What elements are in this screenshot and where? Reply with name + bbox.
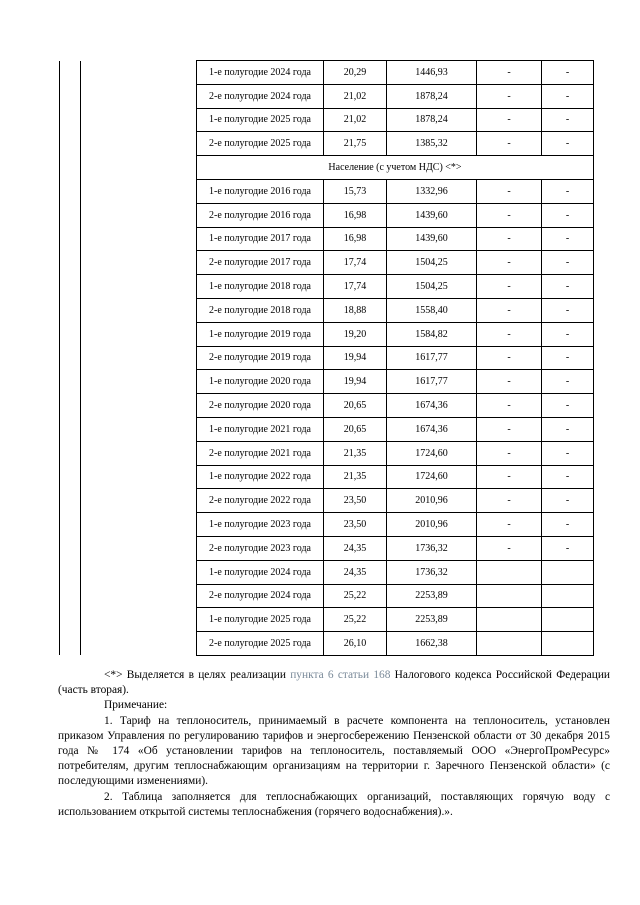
side-cell xyxy=(81,179,197,203)
extra-cell: - xyxy=(477,298,542,322)
rate-cell: 25,22 xyxy=(324,608,387,632)
rate-cell: 15,73 xyxy=(324,179,387,203)
table-row xyxy=(60,322,594,346)
value-cell: 2010,96 xyxy=(387,489,477,513)
rate-cell: 17,74 xyxy=(324,251,387,275)
extra-cell xyxy=(477,560,542,584)
extra-cell: - xyxy=(477,84,542,108)
period-cell: 1-е полугодие 2018 года xyxy=(197,275,324,299)
rate-cell: 18,88 xyxy=(324,298,387,322)
period-cell: 1-е полугодие 2025 года xyxy=(197,108,324,132)
extra-cell: - xyxy=(542,441,594,465)
side-cell xyxy=(81,251,197,275)
table-row xyxy=(60,132,594,156)
value-cell: 1674,36 xyxy=(387,417,477,441)
side-cell xyxy=(60,417,81,441)
side-cell xyxy=(60,394,81,418)
extra-cell: - xyxy=(542,179,594,203)
side-cell xyxy=(60,84,81,108)
table-row xyxy=(60,61,594,85)
extra-cell: - xyxy=(477,275,542,299)
value-cell: 1439,60 xyxy=(387,203,477,227)
table-row xyxy=(60,251,594,275)
side-cell xyxy=(60,370,81,394)
table-row xyxy=(60,441,594,465)
extra-cell: - xyxy=(542,370,594,394)
value-cell: 1504,25 xyxy=(387,275,477,299)
period-cell: 1-е полугодие 2025 года xyxy=(197,608,324,632)
table-row xyxy=(60,536,594,560)
rate-cell: 25,22 xyxy=(324,584,387,608)
rate-cell: 21,35 xyxy=(324,465,387,489)
extra-cell: - xyxy=(542,322,594,346)
rate-cell: 23,50 xyxy=(324,513,387,537)
period-cell: 2-е полугодие 2019 года xyxy=(197,346,324,370)
extra-cell: - xyxy=(542,489,594,513)
period-cell: 2-е полугодие 2023 года xyxy=(197,536,324,560)
side-cell xyxy=(60,465,81,489)
side-cell xyxy=(81,322,197,346)
extra-cell: - xyxy=(477,346,542,370)
value-cell: 1736,32 xyxy=(387,560,477,584)
side-cell xyxy=(81,132,197,156)
side-cell xyxy=(60,346,81,370)
period-cell: 1-е полугодие 2020 года xyxy=(197,370,324,394)
footnote-text-start: <*> Выделяется в целях реализации xyxy=(104,669,291,681)
extra-cell xyxy=(477,584,542,608)
value-cell: 1558,40 xyxy=(387,298,477,322)
table-row xyxy=(60,465,594,489)
table-row xyxy=(60,203,594,227)
table-row xyxy=(60,370,594,394)
tariff-table-body xyxy=(60,61,594,656)
extra-cell: - xyxy=(477,322,542,346)
note-item-2: 2. Таблица заполняется для теплоснабжающих организаций, поставляющих горячую воду с использованием открытой системы теплоснабжения (горячего водоснабжения).». xyxy=(58,790,610,818)
tariff-table xyxy=(59,60,594,656)
value-cell: 1332,96 xyxy=(387,179,477,203)
rate-cell: 20,65 xyxy=(324,417,387,441)
extra-cell: - xyxy=(542,513,594,537)
extra-cell: - xyxy=(542,84,594,108)
period-cell: 2-е полугодие 2018 года xyxy=(197,298,324,322)
period-cell: 2-е полугодие 2025 года xyxy=(197,632,324,656)
side-cell xyxy=(60,251,81,275)
extra-cell: - xyxy=(477,394,542,418)
tax-code-link[interactable]: пункта 6 статьи 168 xyxy=(290,669,391,681)
rate-cell: 19,20 xyxy=(324,322,387,346)
table-row xyxy=(60,608,594,632)
side-cell xyxy=(60,275,81,299)
side-cell xyxy=(81,108,197,132)
value-cell: 1385,32 xyxy=(387,132,477,156)
extra-cell: - xyxy=(477,132,542,156)
extra-cell: - xyxy=(542,346,594,370)
side-cell xyxy=(60,203,81,227)
rate-cell: 19,94 xyxy=(324,346,387,370)
table-row xyxy=(60,584,594,608)
period-cell: 2-е полугодие 2017 года xyxy=(197,251,324,275)
period-cell: 2-е полугодие 2025 года xyxy=(197,132,324,156)
extra-cell: - xyxy=(477,227,542,251)
extra-cell xyxy=(542,632,594,656)
extra-cell: - xyxy=(542,536,594,560)
side-cell xyxy=(60,156,81,180)
side-cell xyxy=(60,560,81,584)
table-row xyxy=(60,513,594,537)
side-cell xyxy=(81,632,197,656)
side-cell xyxy=(60,632,81,656)
extra-cell: - xyxy=(542,227,594,251)
side-cell xyxy=(60,441,81,465)
side-cell xyxy=(81,417,197,441)
period-cell: 1-е полугодие 2022 года xyxy=(197,465,324,489)
side-cell xyxy=(81,489,197,513)
side-cell xyxy=(60,298,81,322)
extra-cell: - xyxy=(477,536,542,560)
side-cell xyxy=(81,441,197,465)
period-cell: 1-е полугодие 2024 года xyxy=(197,560,324,584)
side-cell xyxy=(81,536,197,560)
side-cell xyxy=(81,465,197,489)
side-cell xyxy=(60,608,81,632)
extra-cell xyxy=(477,632,542,656)
rate-cell: 19,94 xyxy=(324,370,387,394)
extra-cell: - xyxy=(542,251,594,275)
extra-cell xyxy=(542,560,594,584)
table-row xyxy=(60,84,594,108)
extra-cell: - xyxy=(542,108,594,132)
table-row xyxy=(60,108,594,132)
extra-cell: - xyxy=(477,203,542,227)
period-cell: 2-е полугодие 2016 года xyxy=(197,203,324,227)
value-cell: 1878,24 xyxy=(387,84,477,108)
extra-cell xyxy=(542,584,594,608)
side-cell xyxy=(81,61,197,85)
table-row xyxy=(60,346,594,370)
table-row xyxy=(60,489,594,513)
table-row xyxy=(60,179,594,203)
period-cell: 2-е полугодие 2024 года xyxy=(197,84,324,108)
rate-cell: 24,35 xyxy=(324,536,387,560)
extra-cell: - xyxy=(542,298,594,322)
rate-cell: 20,65 xyxy=(324,394,387,418)
table-row xyxy=(60,298,594,322)
value-cell: 1662,38 xyxy=(387,632,477,656)
side-cell xyxy=(60,179,81,203)
value-cell: 1617,77 xyxy=(387,346,477,370)
side-cell xyxy=(60,584,81,608)
rate-cell: 23,50 xyxy=(324,489,387,513)
extra-cell: - xyxy=(477,489,542,513)
period-cell: 1-е полугодие 2024 года xyxy=(197,61,324,85)
side-cell xyxy=(81,394,197,418)
side-cell xyxy=(81,275,197,299)
extra-cell: - xyxy=(542,394,594,418)
extra-cell: - xyxy=(477,370,542,394)
notes-section xyxy=(58,668,610,820)
side-cell xyxy=(60,61,81,85)
rate-cell: 21,35 xyxy=(324,441,387,465)
note-item-1: 1. Тариф на теплоноситель, принимаемый в расчете компонента на теплоноситель, установлен приказом Управления по регулированию тарифов и энергосбережению Пензенской области от 30 декабря 2015 года № 174 «Об установлении тарифов на теплоноситель, поставляемый ООО «ЭнергоПромРесурс» потребителям, другим теплоснабжающим организациям на территории г. Заречного Пензенской области» (с последующими изменениями). xyxy=(58,714,610,788)
extra-cell: - xyxy=(477,251,542,275)
rate-cell: 26,10 xyxy=(324,632,387,656)
side-cell xyxy=(81,560,197,584)
extra-cell: - xyxy=(542,275,594,299)
period-cell: 1-е полугодие 2019 года xyxy=(197,322,324,346)
side-cell xyxy=(81,370,197,394)
value-cell: 1617,77 xyxy=(387,370,477,394)
rate-cell: 16,98 xyxy=(324,227,387,251)
extra-cell: - xyxy=(542,132,594,156)
table-row xyxy=(60,417,594,441)
section-header: Население (с учетом НДС) <*> xyxy=(197,156,594,180)
value-cell: 1674,36 xyxy=(387,394,477,418)
table-row xyxy=(60,275,594,299)
period-cell: 1-е полугодие 2016 года xyxy=(197,179,324,203)
side-cell xyxy=(60,322,81,346)
extra-cell: - xyxy=(542,203,594,227)
side-cell xyxy=(81,513,197,537)
rate-cell: 16,98 xyxy=(324,203,387,227)
period-cell: 2-е полугодие 2024 года xyxy=(197,584,324,608)
side-cell xyxy=(81,227,197,251)
value-cell: 2010,96 xyxy=(387,513,477,537)
side-cell xyxy=(81,608,197,632)
side-cell xyxy=(81,203,197,227)
value-cell: 1504,25 xyxy=(387,251,477,275)
value-cell: 2253,89 xyxy=(387,608,477,632)
extra-cell: - xyxy=(477,179,542,203)
table-row xyxy=(60,560,594,584)
value-cell: 1446,93 xyxy=(387,61,477,85)
value-cell: 1724,60 xyxy=(387,441,477,465)
period-cell: 2-е полугодие 2022 года xyxy=(197,489,324,513)
notes-heading: Примечание: xyxy=(104,699,168,712)
footnote-text-end: Налогового кодекса Российской Федерации (часть вторая). xyxy=(58,669,611,697)
period-cell: 1-е полугодие 2023 года xyxy=(197,513,324,537)
value-cell: 1439,60 xyxy=(387,227,477,251)
side-cell xyxy=(81,346,197,370)
side-cell xyxy=(81,584,197,608)
extra-cell: - xyxy=(477,61,542,85)
extra-cell: - xyxy=(477,417,542,441)
side-cell xyxy=(60,513,81,537)
extra-cell xyxy=(542,608,594,632)
side-cell xyxy=(60,227,81,251)
table-row xyxy=(60,632,594,656)
value-cell: 2253,89 xyxy=(387,584,477,608)
period-cell: 2-е полугодие 2020 года xyxy=(197,394,324,418)
table-row xyxy=(60,394,594,418)
footnote xyxy=(58,668,610,698)
side-cell xyxy=(60,108,81,132)
rate-cell: 24,35 xyxy=(324,560,387,584)
extra-cell: - xyxy=(477,465,542,489)
rate-cell: 21,02 xyxy=(324,84,387,108)
side-cell xyxy=(81,298,197,322)
section-header-row xyxy=(60,156,594,180)
side-cell xyxy=(81,156,197,180)
extra-cell: - xyxy=(542,465,594,489)
value-cell: 1878,24 xyxy=(387,108,477,132)
value-cell: 1736,32 xyxy=(387,536,477,560)
value-cell: 1724,60 xyxy=(387,465,477,489)
extra-cell: - xyxy=(542,61,594,85)
period-cell: 2-е полугодие 2021 года xyxy=(197,441,324,465)
extra-cell: - xyxy=(477,108,542,132)
rate-cell: 17,74 xyxy=(324,275,387,299)
extra-cell: - xyxy=(542,417,594,441)
extra-cell: - xyxy=(477,513,542,537)
side-cell xyxy=(81,84,197,108)
value-cell: 1584,82 xyxy=(387,322,477,346)
side-cell xyxy=(60,489,81,513)
table-row xyxy=(60,227,594,251)
extra-cell: - xyxy=(477,441,542,465)
side-cell xyxy=(60,132,81,156)
period-cell: 1-е полугодие 2017 года xyxy=(197,227,324,251)
side-cell xyxy=(60,536,81,560)
rate-cell: 21,02 xyxy=(324,108,387,132)
rate-cell: 21,75 xyxy=(324,132,387,156)
period-cell: 1-е полугодие 2021 года xyxy=(197,417,324,441)
extra-cell xyxy=(477,608,542,632)
rate-cell: 20,29 xyxy=(324,61,387,85)
